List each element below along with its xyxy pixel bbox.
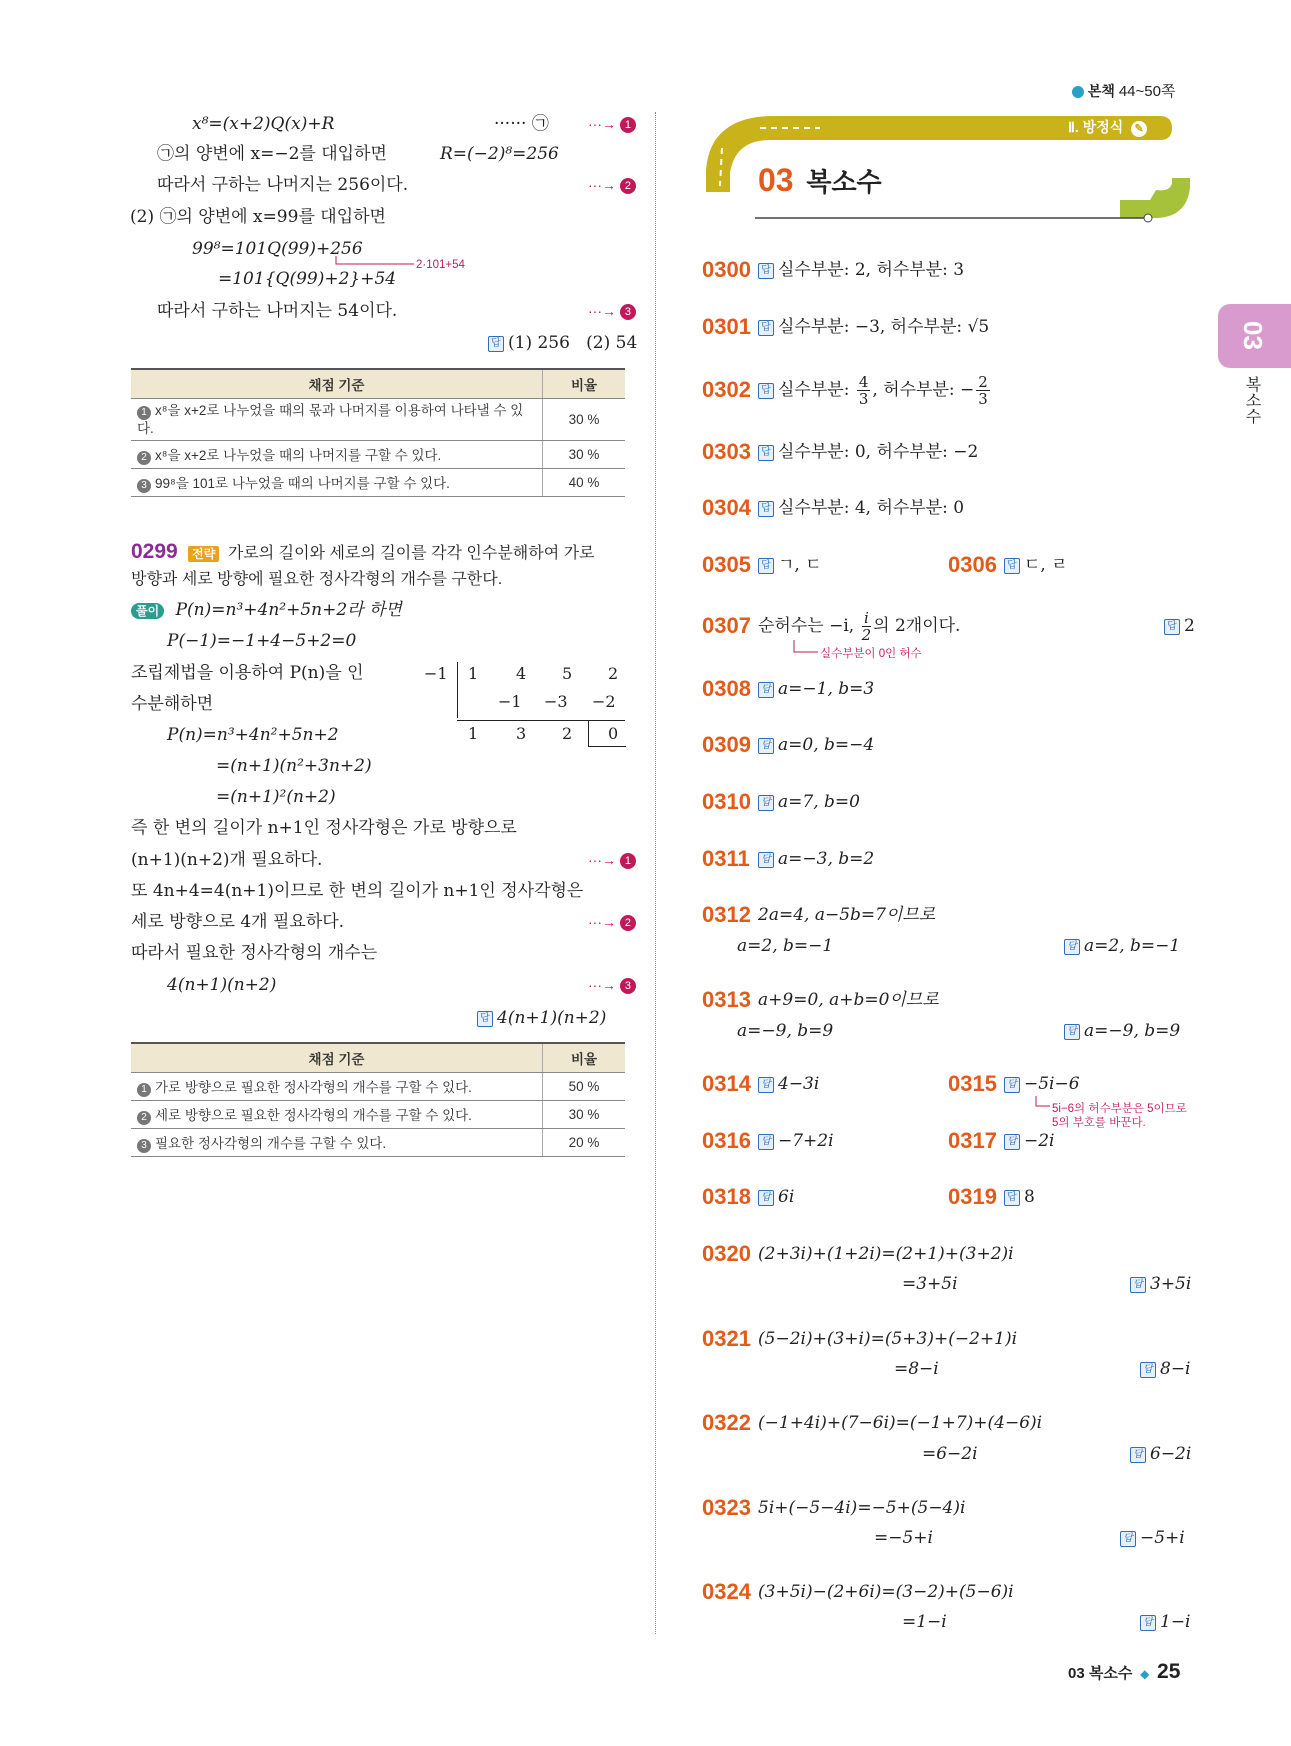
q0323-line-1: 5i+(−5−4i)=−5+(5−4)i bbox=[758, 1498, 966, 1518]
left-line-2b: R=(−2)⁸=256 bbox=[440, 144, 559, 164]
q0317-answer: 답 −2i bbox=[1004, 1127, 1055, 1155]
left-line-3: 따라서 구하는 나머지는 256이다. bbox=[157, 175, 409, 195]
answer-icon: 답 bbox=[758, 320, 774, 336]
answer-icon: 답 bbox=[758, 558, 774, 574]
answer-icon: 답 bbox=[758, 383, 774, 399]
q0319-answer: 답 8 bbox=[1004, 1183, 1035, 1211]
step-3-marker: ···→ 3 bbox=[588, 303, 636, 320]
diamond-icon: ◆ bbox=[1140, 1667, 1150, 1681]
answer-icon: 답 bbox=[1064, 1024, 1080, 1040]
left-line-5: 99⁸=101Q(99)+256 bbox=[192, 239, 363, 259]
q0315-note-2: 5의 부호를 바꾼다. bbox=[1052, 1117, 1146, 1129]
solution-line-1: 풀이 P(n)=n³+4n²+5n+2라 하면 bbox=[131, 599, 402, 622]
answer-icon: 답 bbox=[758, 795, 774, 811]
q0307-answer: 답 2 bbox=[1164, 612, 1195, 640]
q0303-number: 0303 bbox=[702, 439, 751, 464]
chapter-number: 03 bbox=[758, 162, 794, 198]
answer-icon: 답 bbox=[1004, 1190, 1020, 1206]
left-line-7: 따라서 구하는 나머지는 54이다. bbox=[157, 301, 398, 321]
page-number: 25 bbox=[1157, 1660, 1181, 1683]
solution-line-5: P(n)=n³+4n²+5n+2 bbox=[167, 725, 339, 745]
eq-tag-1: ······ ㉠ bbox=[494, 114, 549, 134]
page-footer bbox=[1068, 1660, 1180, 1684]
answer-icon: 답 bbox=[1130, 1447, 1146, 1463]
book-reference bbox=[1072, 80, 1175, 101]
unit-label: Ⅱ. 방정식 ✎ bbox=[1068, 117, 1147, 137]
table-row: 2 세로 방향으로 필요한 정사각형의 개수를 구할 수 있다. 30 % bbox=[131, 1101, 625, 1129]
column-divider bbox=[655, 112, 656, 1634]
q0313-line-2: a=−9, b=9 bbox=[737, 1021, 834, 1041]
chapter-title: 복소수 bbox=[806, 167, 882, 197]
answer-icon: 답 bbox=[1120, 1531, 1136, 1547]
solution-line-8: 즉 한 변의 길이가 n+1인 정사각형은 가로 방향으로 bbox=[131, 818, 517, 838]
q0321-line-2: =8−i bbox=[894, 1359, 939, 1379]
q0315-note-bracket bbox=[1034, 1094, 1054, 1114]
q0313-line-1: a+9=0, a+b=0이므로 bbox=[758, 990, 939, 1010]
q0321-line-1: (5−2i)+(3+i)=(5+3)+(−2+1)i bbox=[758, 1329, 1018, 1349]
side-tab-number: 03 bbox=[1237, 321, 1268, 350]
q0309-number: 0309 bbox=[702, 732, 751, 757]
step-1-marker: ···→ 1 bbox=[588, 116, 636, 133]
q0311-answer: 답 a=−3, b=2 bbox=[758, 845, 874, 873]
table-header-criteria: 채점 기준 bbox=[131, 369, 543, 399]
q0310-number: 0310 bbox=[702, 789, 751, 814]
solution-line-3: 조립제법을 이용하여 P(n)을 인 bbox=[131, 663, 364, 683]
solution-line-9: (n+1)(n+2)개 필요하다. bbox=[131, 850, 323, 870]
answer-icon: 답 bbox=[1064, 939, 1080, 955]
q0307-note-bracket bbox=[792, 638, 822, 658]
q0302-number: 0302 bbox=[702, 377, 751, 402]
q0322-answer: 답 6−2i bbox=[1130, 1440, 1191, 1468]
ref-label: 본책 bbox=[1087, 83, 1115, 99]
q0316-number: 0316 bbox=[702, 1128, 751, 1153]
q0304-answer: 답 실수부분: 4, 허수부분: 0 bbox=[758, 494, 964, 522]
strategy-badge: 전략 bbox=[188, 546, 219, 562]
grading-table-1 bbox=[131, 368, 625, 497]
answer-icon: 답 bbox=[1004, 1077, 1020, 1093]
q0323-line-2: =−5+i bbox=[874, 1528, 933, 1548]
q0310-answer: 답 a=7, b=0 bbox=[758, 788, 860, 816]
q0324-line-2: =1−i bbox=[902, 1612, 947, 1632]
q0319-number: 0319 bbox=[948, 1184, 997, 1209]
q0322-number: 0322 bbox=[702, 1410, 751, 1435]
answer-icon: 답 bbox=[758, 738, 774, 754]
q0312-line-1: 2a=4, a−5b=7이므로 bbox=[758, 905, 936, 925]
answer-icon: 답 bbox=[758, 852, 774, 868]
q0307-text: 순허수는 −i, $\frac{i}{2}$ 의 2개이다. bbox=[758, 609, 961, 644]
problem-0299-header: 0299 전략 가로의 길이와 세로의 길이를 각각 인수분해하여 가로 bbox=[131, 540, 595, 563]
ref-pages: 44~50쪽 bbox=[1118, 83, 1176, 100]
q0312-answer: 답 a=2, b=−1 bbox=[1064, 932, 1180, 960]
solution-line-6: =(n+1)(n²+3n+2) bbox=[216, 756, 372, 776]
q0320-line-1: (2+3i)+(1+2i)=(2+1)+(3+2)i bbox=[758, 1244, 1014, 1264]
answer-icon: 답 bbox=[1140, 1615, 1156, 1631]
footer-chapter: 03 복소수 bbox=[1068, 1665, 1133, 1682]
note-bracket bbox=[334, 254, 418, 268]
q0309-answer: 답 a=0, b=−4 bbox=[758, 731, 874, 759]
eq-line-1: x⁸=(x+2)Q(x)+R bbox=[192, 114, 335, 134]
table-row: 3 99⁸을 101로 나누었을 때의 나머지를 구할 수 있다. 40 % bbox=[131, 469, 625, 497]
table-header-criteria: 채점 기준 bbox=[131, 1043, 543, 1073]
table-row: 2 x⁸을 x+2로 나누었을 때의 나머지를 구할 수 있다. 30 % bbox=[131, 441, 625, 469]
answer-icon: 답 bbox=[1004, 1134, 1020, 1150]
q0324-line-1: (3+5i)−(2+6i)=(3−2)+(5−6)i bbox=[758, 1582, 1014, 1602]
solution-line-13: 4(n+1)(n+2) bbox=[167, 975, 277, 995]
solution-badge: 풀이 bbox=[131, 603, 164, 619]
q0306-number: 0306 bbox=[948, 552, 997, 577]
q0320-answer: 답 3+5i bbox=[1130, 1270, 1191, 1298]
solution-line-11: 세로 방향으로 4개 필요하다. bbox=[131, 912, 345, 932]
q0322-line-2: =6−2i bbox=[922, 1444, 978, 1464]
step-1-marker: ···→ 1 bbox=[588, 852, 636, 869]
q0301-number: 0301 bbox=[702, 314, 751, 339]
answer-icon: 답 bbox=[758, 1077, 774, 1093]
q0321-answer: 답 8−i bbox=[1140, 1355, 1191, 1383]
answer-icon: 답 bbox=[477, 1011, 493, 1027]
q0315-answer: 답 −5i−6 bbox=[1004, 1070, 1080, 1098]
q0323-number: 0323 bbox=[702, 1495, 751, 1520]
strategy-line-2: 방향과 세로 방향에 필요한 정사각형의 개수를 구한다. bbox=[131, 571, 503, 588]
answer-icon: 답 bbox=[758, 263, 774, 279]
left-line-4: (2) ㉠의 양변에 x=99를 대입하면 bbox=[130, 207, 386, 227]
q0313-number: 0313 bbox=[702, 987, 751, 1012]
answer-icon: 답 bbox=[1004, 558, 1020, 574]
answer-icon: 답 bbox=[758, 1190, 774, 1206]
side-tab bbox=[1218, 304, 1291, 368]
step-2-marker: ···→ 2 bbox=[588, 914, 636, 931]
answer-icon: 답 bbox=[758, 501, 774, 517]
chapter-heading bbox=[758, 162, 882, 199]
left-line-2: ㉠의 양변에 x=−2를 대입하면 bbox=[157, 144, 387, 164]
q0314-number: 0314 bbox=[702, 1071, 751, 1096]
q0307-number: 0307 bbox=[702, 613, 751, 638]
q0300-answer: 답 실수부분: 2, 허수부분: 3 bbox=[758, 256, 964, 284]
solution-line-7: =(n+1)²(n+2) bbox=[216, 787, 336, 807]
q0305-answer: 답 ㄱ, ㄷ bbox=[758, 551, 822, 579]
q0302-answer: 답 실수부분: $\frac{4}{3}$ , 허수부분: − $\frac{2}{3}$ bbox=[758, 372, 992, 408]
problem-number: 0299 bbox=[131, 540, 178, 563]
q0312-number: 0312 bbox=[702, 902, 751, 927]
solution-line-10: 또 4n+4=4(n+1)이므로 한 변의 길이가 n+1인 정사각형은 bbox=[131, 881, 584, 901]
q0314-answer: 답 4−3i bbox=[758, 1070, 819, 1098]
q0307-note: 실수부분이 0인 허수 bbox=[820, 648, 922, 660]
q0308-number: 0308 bbox=[702, 676, 751, 701]
note-2-101-54: 2·101+54 bbox=[416, 259, 465, 271]
q0320-number: 0320 bbox=[702, 1241, 751, 1266]
pencil-icon: ✎ bbox=[1131, 121, 1147, 137]
q0318-number: 0318 bbox=[702, 1184, 751, 1209]
q0308-answer: 답 a=−1, b=3 bbox=[758, 675, 874, 703]
step-3-marker: ···→ 3 bbox=[588, 977, 636, 994]
q0304-number: 0304 bbox=[702, 495, 751, 520]
answer-icon: 답 bbox=[758, 1134, 774, 1150]
table-row: 1 x⁸을 x+2로 나누었을 때의 몫과 나머지를 이용하여 나타낼 수 있다. 30 % bbox=[131, 399, 625, 441]
table-header-rate: 비율 bbox=[543, 1043, 626, 1073]
q0324-answer: 답 1−i bbox=[1140, 1608, 1191, 1636]
answer-icon: 답 bbox=[1130, 1277, 1146, 1293]
table-row: 3 필요한 정사각형의 개수를 구할 수 있다. 20 % bbox=[131, 1129, 625, 1157]
q0323-answer: 답 −5+i bbox=[1120, 1524, 1185, 1552]
q0301-answer: 답 실수부분: −3, 허수부분: √5 bbox=[758, 313, 989, 341]
table-row: 1 가로 방향으로 필요한 정사각형의 개수를 구할 수 있다. 50 % bbox=[131, 1073, 625, 1101]
answer-icon: 답 bbox=[1140, 1362, 1156, 1378]
q0315-note-1: 5i−6의 허수부분은 5이므로 bbox=[1052, 1103, 1187, 1115]
solution-line-4: 수분해하면 bbox=[131, 694, 214, 714]
q0311-number: 0311 bbox=[702, 846, 750, 871]
left-line-6: =101{Q(99)+2}+54 bbox=[218, 269, 397, 289]
answer-299: 답 4(n+1)(n+2) bbox=[477, 1007, 606, 1029]
q0305-number: 0305 bbox=[702, 552, 751, 577]
q0322-line-1: (−1+4i)+(7−6i)=(−1+7)+(4−6)i bbox=[758, 1413, 1043, 1433]
solution-line-12: 따라서 필요한 정사각형의 개수는 bbox=[131, 943, 378, 963]
q0321-number: 0321 bbox=[702, 1326, 751, 1351]
table-header-rate: 비율 bbox=[543, 369, 626, 399]
q0318-answer: 답 6i bbox=[758, 1183, 794, 1211]
q0312-line-2: a=2, b=−1 bbox=[737, 936, 834, 956]
q0303-answer: 답 실수부분: 0, 허수부분: −2 bbox=[758, 438, 978, 466]
reference-dot-icon bbox=[1072, 86, 1084, 98]
synthetic-division: −1 1 4 5 2 −1 −3 −2 1 3 2 0 bbox=[420, 662, 630, 754]
answer-icon: 답 bbox=[758, 445, 774, 461]
answer-icon: 답 bbox=[488, 336, 504, 352]
answer-icon: 답 bbox=[1164, 619, 1180, 635]
q0320-line-2: =3+5i bbox=[902, 1274, 958, 1294]
q0313-answer: 답 a=−9, b=9 bbox=[1064, 1017, 1180, 1045]
q0315-number: 0315 bbox=[948, 1071, 997, 1096]
q0324-number: 0324 bbox=[702, 1579, 751, 1604]
grading-table-2 bbox=[131, 1042, 625, 1157]
answer-icon: 답 bbox=[758, 682, 774, 698]
q0306-answer: 답 ㄷ, ㄹ bbox=[1004, 551, 1068, 579]
q0316-answer: 답 −7+2i bbox=[758, 1127, 834, 1155]
solution-line-2: P(−1)=−1+4−5+2=0 bbox=[167, 631, 357, 651]
side-tab-title: 복소수 bbox=[1243, 376, 1260, 424]
q0300-number: 0300 bbox=[702, 257, 751, 282]
q0317-number: 0317 bbox=[948, 1128, 997, 1153]
step-2-marker: ···→ 2 bbox=[588, 177, 636, 194]
answer-298: 답 (1) 256 (2) 54 bbox=[488, 332, 637, 354]
